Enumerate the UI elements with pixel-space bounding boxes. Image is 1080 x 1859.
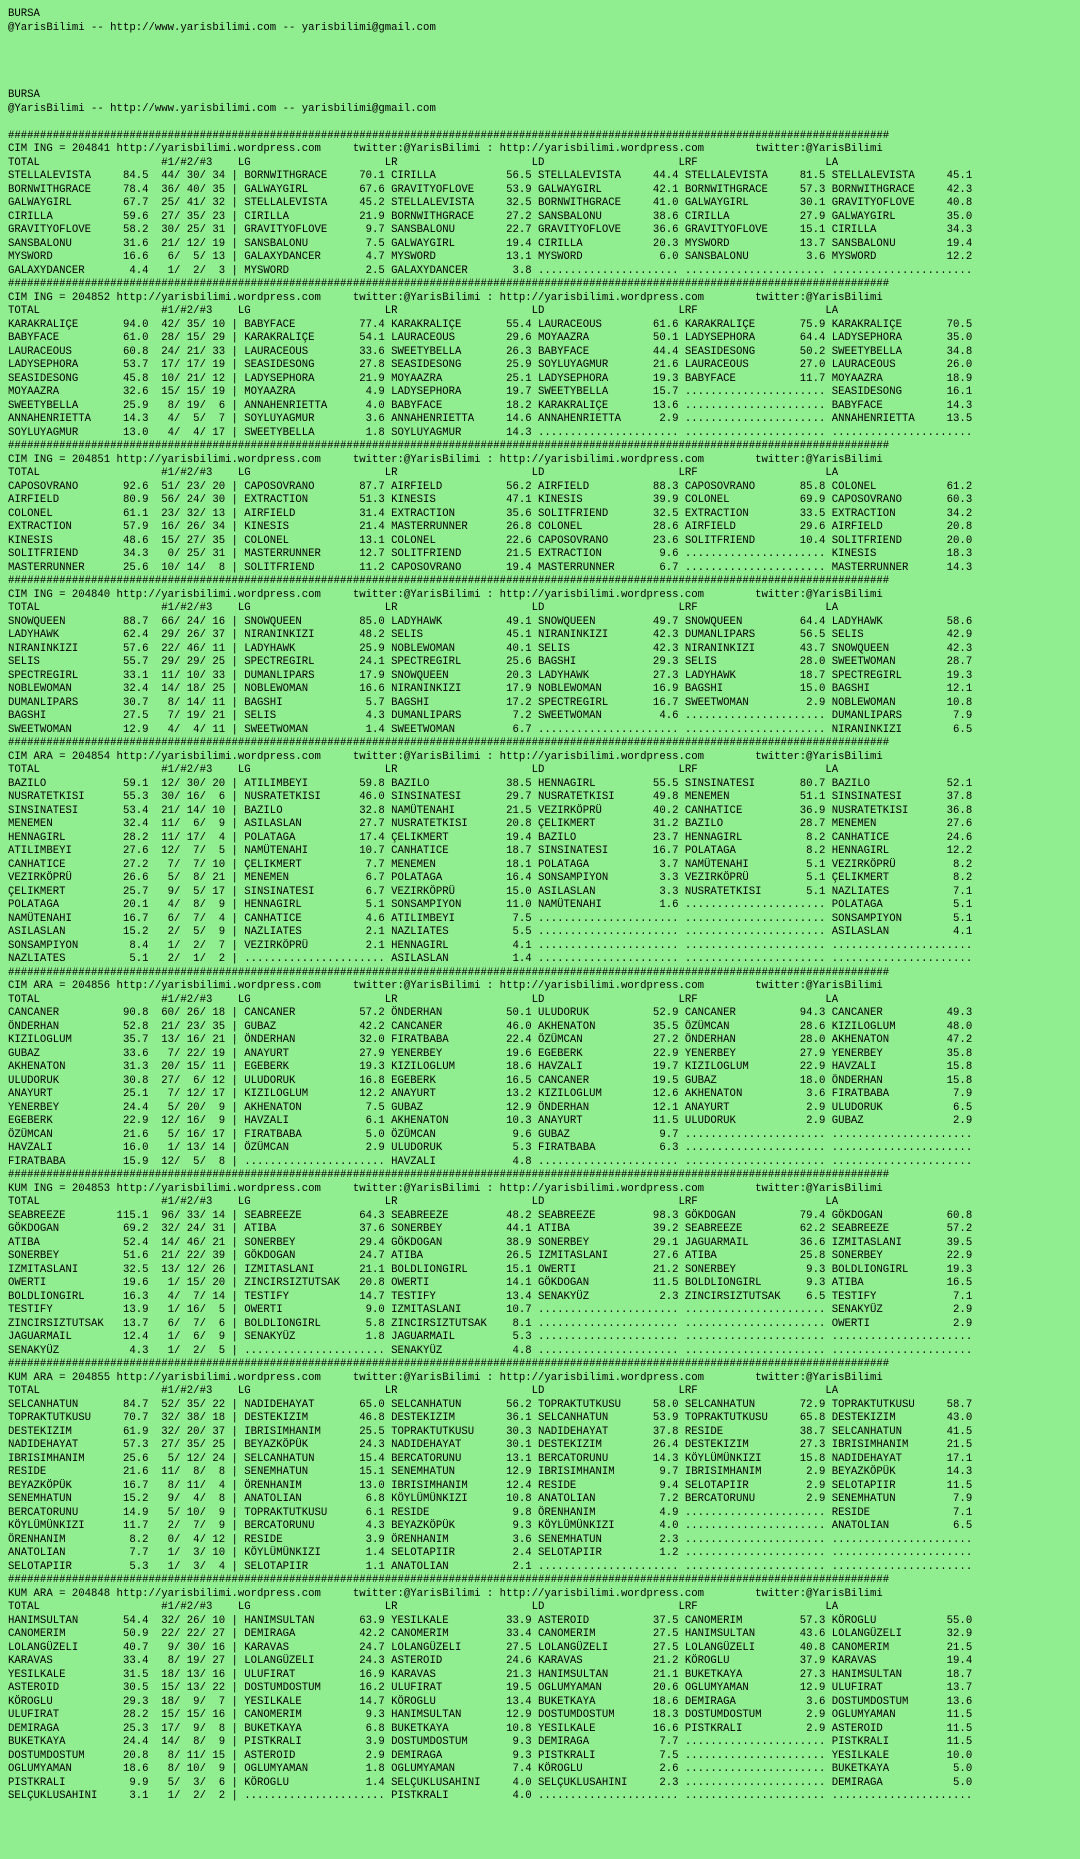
table-row: LADYSEPHORA 53.7 17/ 17/ 19 | SEASIDESONG 27.8 SEASIDESONG 25.9 SOYLUYAGMUR 21.6 LAURACEOUS 27.0 LAURACEOUS 26.0 bbox=[8, 359, 973, 371]
table-row: NUSRATETKISI 55.3 30/ 16/ 6 | NUSRATETKISI 46.0 SINSINATESI 29.7 NUSRATETKISI 49.8 MENEMEN 51.1 SINSINATESI 37.8 bbox=[8, 791, 973, 803]
table-row: STELLALEVISTA 84.5 44/ 30/ 34 | BORNWITHGRACE 70.1 CIRILLA 56.5 STELLALEVISTA 44.4 STELLALEVISTA 81.5 STELLALEVISTA 45.1 bbox=[8, 170, 973, 182]
spacer bbox=[8, 62, 1080, 89]
table-row: ÖRENHANIM 8.2 0/ 4/ 12 | RESIDE 3.9 ÖRENHANIM 3.6 SENEMHATUN 2.3 ...................... ...................... bbox=[8, 1533, 973, 1546]
race-section bbox=[8, 1358, 1080, 1574]
race-section bbox=[8, 1574, 1080, 1804]
city-line: BURSA bbox=[8, 8, 40, 20]
section-divider: ########################################################################################################################################## bbox=[8, 1169, 890, 1181]
race-header: KUM ING = 204853 http://yarisbilimi.wordpress.com twitter:@YarisBilimi : http://yarisbilimi.wordpress.com twitter:@YarisBilimi bbox=[8, 1182, 883, 1195]
table-row: BOLDLIONGIRL 16.3 4/ 7/ 14 | TESTIFY 14.7 TESTIFY 13.4 SENAKYÜZ 2.3 ZINCIRSIZTUTSAK 6.5 TESTIFY 7.1 bbox=[8, 1290, 973, 1303]
table-row: ÖZÜMCAN 21.6 5/ 16/ 17 | FIRATBABA 5.0 ÖZÜMCAN 9.6 GUBAZ 9.7 ...................... ...................... bbox=[8, 1128, 973, 1141]
section-divider: ########################################################################################################################################## bbox=[8, 737, 890, 749]
table-row: HAVZALI 16.0 1/ 13/ 14 | ÖZÜMCAN 2.9 ULUDORUK 5.3 FIRATBABA 6.3 ...................... ...................... bbox=[8, 1142, 973, 1154]
column-headers: TOTAL #1/#2/#3 LG LR LD LRF LA bbox=[8, 1196, 839, 1208]
table-row: SELÇUKLUSAHINI 3.1 1/ 2/ 2 | ...................... PISTKRALI 4.0 ...................... ...................... ...................... bbox=[8, 1790, 973, 1802]
table-row: EXTRACTION 57.9 16/ 26/ 34 | KINESIS 21.4 MASTERRUNNER 26.8 COLONEL 28.6 AIRFIELD 29.6 AIRFIELD 20.8 bbox=[8, 521, 973, 533]
table-row: SNOWQUEEN 88.7 66/ 24/ 16 | SNOWQUEEN 85.0 LADYHAWK 49.1 SNOWQUEEN 49.7 SNOWQUEEN 64.4 LADYHAWK 58.6 bbox=[8, 615, 973, 628]
table-row: OGLUMYAMAN 18.6 8/ 10/ 9 | OGLUMYAMAN 1.8 OGLUMYAMAN 7.4 KÖROGLU 2.6 ...................... BUKETKAYA 5.0 bbox=[8, 1763, 973, 1775]
city-line: BURSA bbox=[8, 89, 40, 101]
table-row: CANCANER 90.8 60/ 26/ 18 | CANCANER 57.2 ÖNDERHAN 50.1 ULUDORUK 52.9 CANCANER 94.3 CANCANER 49.3 bbox=[8, 1007, 973, 1019]
table-row: SOYLUYAGMUR 13.0 4/ 4/ 17 | SWEETYBELLA 1.8 SOYLUYAGMUR 14.3 ...................... ...................... ...................... bbox=[8, 426, 973, 439]
table-row: SONERBEY 51.6 21/ 22/ 39 | GÖKDOGAN 24.7 ATIBA 26.5 IZMITASLANI 27.6 ATIBA 25.8 SONERBEY 22.9 bbox=[8, 1250, 973, 1262]
table-row: BAGSHI 27.5 7/ 19/ 21 | SELIS 4.3 DUMANLIPARS 7.2 SWEETWOMAN 4.6 ...................... DUMANLIPARS 7.9 bbox=[8, 710, 973, 722]
column-headers: TOTAL #1/#2/#3 LG LR LD LRF LA bbox=[8, 156, 839, 169]
table-row: AIRFIELD 80.9 56/ 24/ 30 | EXTRACTION 51.3 KINESIS 47.1 KINESIS 39.9 COLONEL 69.9 CAPOSOVRANO 60.3 bbox=[8, 494, 973, 506]
table-row: GÖKDOGAN 69.2 32/ 24/ 31 | ATIBA 37.6 SONERBEY 44.1 ATIBA 39.2 SEABREEZE 62.2 SEABREEZE 57.2 bbox=[8, 1223, 973, 1235]
race-header: CIM ARA = 204854 http://yarisbilimi.wordpress.com twitter:@YarisBilimi : http://yarisbilimi.wordpress.com twitter:@YarisBilimi bbox=[8, 750, 883, 763]
table-row: ATILIMBEYI 27.6 12/ 7/ 5 | NAMÜTENAHI 10.7 CANHATICE 18.7 SINSINATESI 16.7 POLATAGA 8.2 HENNAGIRL 12.2 bbox=[8, 845, 973, 857]
table-row: GALWAYGIRL 67.7 25/ 41/ 32 | STELLALEVISTA 45.2 STELLALEVISTA 32.5 BORNWITHGRACE 41.0 GALWAYGIRL 30.1 GRAVITYOFLOVE 40.8 bbox=[8, 197, 973, 209]
column-headers: TOTAL #1/#2/#3 LG LR LD LRF LA bbox=[8, 764, 839, 776]
table-row: SWEETWOMAN 12.9 4/ 4/ 11 | SWEETWOMAN 1.4 SWEETWOMAN 6.7 ...................... ...................... NIRANINKIZI 6.5 bbox=[8, 723, 973, 736]
table-row: DUMANLIPARS 30.7 8/ 14/ 11 | BAGSHI 5.7 BAGSHI 17.2 SPECTREGIRL 16.7 SWEETWOMAN 2.9 NOBLEWOMAN 10.8 bbox=[8, 696, 973, 709]
table-row: KARAVAS 33.4 8/ 19/ 27 | LOLANGÜZELI 24.3 ASTEROID 24.6 KARAVAS 21.2 KÖROGLU 37.9 KARAVAS 19.4 bbox=[8, 1655, 973, 1667]
section-divider: ########################################################################################################################################## bbox=[8, 278, 890, 290]
table-row: JAGUARMAIL 12.4 1/ 6/ 9 | SENAKYÜZ 1.8 JAGUARMAIL 5.3 ...................... ...................... ...................... bbox=[8, 1331, 973, 1343]
table-row: ULUFIRAT 28.2 15/ 15/ 16 | CANOMERIM 9.3 HANIMSULTAN 12.9 DOSTUMDOSTUM 18.3 DOSTUMDOSTUM 2.9 OGLUMYAMAN 11.5 bbox=[8, 1709, 973, 1721]
table-row: POLATAGA 20.1 4/ 8/ 9 | HENNAGIRL 5.1 SONSAMPIYON 11.0 NAMÜTENAHI 1.6 ...................... POLATAGA 5.1 bbox=[8, 899, 973, 911]
table-row: NOBLEWOMAN 32.4 14/ 18/ 25 | NOBLEWOMAN 16.6 NIRANINKIZI 17.9 NOBLEWOMAN 16.9 BAGSHI 15.0 BAGSHI 12.1 bbox=[8, 683, 973, 695]
table-row: BABYFACE 61.0 28/ 15/ 29 | KARAKRALIÇE 54.1 LAURACEOUS 29.6 MOYAAZRA 50.1 LADYSEPHORA 64.4 LADYSEPHORA 35.0 bbox=[8, 332, 973, 344]
table-row: ANAYURT 25.1 7/ 12/ 17 | KIZILOGLUM 12.2 ANAYURT 13.2 KIZILOGLUM 12.6 AKHENATON 3.6 FIRATBABA 7.9 bbox=[8, 1088, 973, 1100]
table-row: SEASIDESONG 45.8 10/ 21/ 12 | LADYSEPHORA 21.9 MOYAAZRA 25.1 LADYSEPHORA 19.3 BABYFACE 11.7 MOYAAZRA 18.9 bbox=[8, 372, 973, 385]
race-section bbox=[8, 967, 1080, 1170]
table-row: NAZLIATES 5.1 2/ 1/ 2 | ...................... ASILASLAN 1.4 ...................... ...................... ...................... bbox=[8, 953, 973, 965]
table-row: VEZIRKÖPRÜ 26.6 5/ 8/ 21 | MENEMEN 6.7 POLATAGA 16.4 SONSAMPIYON 3.3 VEZIRKÖPRÜ 5.1 ÇELIKMERT 8.2 bbox=[8, 872, 973, 884]
table-row: SANSBALONU 31.6 21/ 12/ 19 | SANSBALONU 7.5 GALWAYGIRL 19.4 CIRILLA 20.3 MYSWORD 13.7 SANSBALONU 19.4 bbox=[8, 237, 973, 250]
race-header: CIM ING = 204852 http://yarisbilimi.wordpress.com twitter:@YarisBilimi : http://yarisbilimi.wordpress.com twitter:@YarisBilimi bbox=[8, 291, 883, 304]
table-row: KÖYLÜMÜNKIZI 11.7 2/ 7/ 9 | BERCATORUNU 4.3 BEYAZKÖPÜK 9.3 KÖYLÜMÜNKIZI 4.0 ...................... ANATOLIAN 6.5 bbox=[8, 1520, 973, 1532]
table-row: BORNWITHGRACE 78.4 36/ 40/ 35 | GALWAYGIRL 67.6 GRAVITYOFLOVE 53.9 GALWAYGIRL 42.1 BORNWITHGRACE 57.3 BORNWITHGRACE 42.3 bbox=[8, 183, 973, 196]
table-row: HENNAGIRL 28.2 11/ 17/ 4 | POLATAGA 17.4 ÇELIKMERT 19.4 BAZILO 23.7 HENNAGIRL 8.2 CANHATICE 24.6 bbox=[8, 831, 973, 844]
section-divider: ########################################################################################################################################## bbox=[8, 1574, 890, 1586]
table-row: NAMÜTENAHI 16.7 6/ 7/ 4 | CANHATICE 4.6 ATILIMBEYI 7.5 ...................... ...................... SONSAMPIYON 5.1 bbox=[8, 912, 973, 925]
table-row: LOLANGÜZELI 40.7 9/ 30/ 16 | KARAVAS 24.7 LOLANGÜZELI 27.5 LOLANGÜZELI 27.5 LOLANGÜZELI 40.8 CANOMERIM 21.5 bbox=[8, 1641, 973, 1654]
table-row: SONSAMPIYON 8.4 1/ 2/ 7 | VEZIRKÖPRÜ 2.1 HENNAGIRL 4.1 ...................... ...................... ...................... bbox=[8, 939, 973, 952]
table-row: TESTIFY 13.9 1/ 16/ 5 | OWERTI 9.0 IZMITASLANI 10.7 ...................... ...................... SENAKYÜZ 2.9 bbox=[8, 1304, 973, 1316]
table-row: GUBAZ 33.6 7/ 22/ 19 | ANAYURT 27.9 YENERBEY 19.6 EGEBERK 22.9 YENERBEY 27.9 YENERBEY 35.8 bbox=[8, 1047, 973, 1060]
race-section bbox=[8, 1169, 1080, 1358]
table-row: FIRATBABA 15.9 12/ 5/ 8 | ...................... HAVZALI 4.8 ...................... ...................... ...................... bbox=[8, 1155, 973, 1168]
table-row: DEMIRAGA 25.3 17/ 9/ 8 | BUKETKAYA 6.8 BUKETKAYA 10.8 YESILKALE 16.6 PISTKRALI 2.9 ASTEROID 11.5 bbox=[8, 1722, 973, 1735]
race-header: KUM ARA = 204848 http://yarisbilimi.wordpress.com twitter:@YarisBilimi : http://yarisbilimi.wordpress.com twitter:@YarisBilimi bbox=[8, 1587, 883, 1600]
table-row: SELIS 55.7 29/ 29/ 25 | SPECTREGIRL 24.1 SPECTREGIRL 25.6 BAGSHI 29.3 SELIS 28.0 SWEETWOMAN 28.7 bbox=[8, 656, 973, 668]
table-row: SOLITFRIEND 34.3 0/ 25/ 31 | MASTERRUNNER 12.7 SOLITFRIEND 21.5 EXTRACTION 9.6 ...................... KINESIS 18.3 bbox=[8, 548, 973, 560]
contact-line: @YarisBilimi -- http://www.yarisbilimi.com -- yarisbilimi@gmail.com bbox=[8, 21, 436, 34]
table-row: ASILASLAN 15.2 2/ 5/ 9 | NAZLIATES 2.1 NAZLIATES 5.5 ...................... ...................... ASILASLAN 4.1 bbox=[8, 926, 973, 938]
table-row: ATIBA 52.4 14/ 46/ 21 | SONERBEY 29.4 GÖKDOGAN 38.9 SONERBEY 29.1 JAGUARMAIL 36.6 IZMITASLANI 39.5 bbox=[8, 1236, 973, 1249]
column-headers: TOTAL #1/#2/#3 LG LR LD LRF LA bbox=[8, 1601, 839, 1613]
section-divider: ########################################################################################################################################## bbox=[8, 129, 890, 142]
table-row: SELOTAPIIR 5.3 1/ 3/ 4 | SELOTAPIIR 1.1 ANATOLIAN 2.1 ...................... ...................... ...................... bbox=[8, 1560, 973, 1573]
table-row: ÇELIKMERT 25.7 9/ 5/ 17 | SINSINATESI 6.7 VEZIRKÖPRÜ 15.0 ASILASLAN 3.3 NUSRATETKISI 5.1 NAZLIATES 7.1 bbox=[8, 885, 973, 898]
table-row: DOSTUMDOSTUM 20.8 8/ 11/ 15 | ASTEROID 2.9 DEMIRAGA 9.3 PISTKRALI 7.5 ...................... YESILKALE 10.0 bbox=[8, 1749, 973, 1762]
table-row: MENEMEN 32.4 11/ 6/ 9 | ASILASLAN 27.7 NUSRATETKISI 20.8 ÇELIKMERT 31.2 BAZILO 28.7 MENEMEN 27.6 bbox=[8, 818, 973, 830]
table-row: ANNAHENRIETTA 14.3 4/ 5/ 7 | SOYLUYAGMUR 3.6 ANNAHENRIETTA 14.6 ANNAHENRIETTA 2.9 ...................... ANNAHENRIETTA 13.5 bbox=[8, 413, 973, 425]
table-row: LADYHAWK 62.4 29/ 26/ 37 | NIRANINKIZI 48.2 SELIS 45.1 NIRANINKIZI 42.3 DUMANLIPARS 56.5 SELIS 42.9 bbox=[8, 629, 973, 641]
table-row: MASTERRUNNER 25.6 10/ 14/ 8 | SOLITFRIEND 11.2 CAPOSOVRANO 19.4 MASTERRUNNER 6.7 ...................... MASTERRUNNER 14.3 bbox=[8, 561, 973, 574]
table-row: OWERTI 19.6 1/ 15/ 20 | ZINCIRSIZTUTSAK 20.8 OWERTI 14.1 GÖKDOGAN 11.5 BOLDLIONGIRL 9.3 ATIBA 16.5 bbox=[8, 1277, 973, 1289]
table-row: KÖROGLU 29.3 18/ 9/ 7 | YESILKALE 14.7 KÖROGLU 13.4 BUKETKAYA 18.6 DEMIRAGA 3.6 DOSTUMDOSTUM 13.6 bbox=[8, 1695, 973, 1708]
table-row: KIZILOGLUM 35.7 13/ 16/ 21 | ÖNDERHAN 32.0 FIRATBABA 22.4 ÖZÜMCAN 27.2 ÖNDERHAN 28.0 AKHENATON 47.2 bbox=[8, 1034, 973, 1046]
section-divider: ########################################################################################################################################## bbox=[8, 575, 890, 587]
race-section bbox=[8, 737, 1080, 967]
table-row: LAURACEOUS 60.8 24/ 21/ 33 | LAURACEOUS 33.6 SWEETYBELLA 26.3 BABYFACE 44.4 SEASIDESONG 50.2 SWEETYBELLA 34.8 bbox=[8, 345, 973, 358]
race-header: CIM ING = 204840 http://yarisbilimi.wordpress.com twitter:@YarisBilimi : http://yarisbilimi.wordpress.com twitter:@YarisBilimi bbox=[8, 588, 883, 601]
table-row: CANHATICE 27.2 7/ 7/ 10 | ÇELIKMERT 7.7 MENEMEN 18.1 POLATAGA 3.7 NAMÜTENAHI 5.1 VEZIRKÖPRÜ 8.2 bbox=[8, 858, 973, 871]
race-section bbox=[8, 278, 1080, 440]
section-divider: ########################################################################################################################################## bbox=[8, 440, 890, 452]
table-row: SWEETYBELLA 25.9 8/ 19/ 6 | ANNAHENRIETTA 4.0 BABYFACE 18.2 KARAKRALIÇE 13.6 ...................... BABYFACE 14.3 bbox=[8, 399, 973, 412]
table-row: ÖNDERHAN 52.8 21/ 23/ 35 | GUBAZ 42.2 CANCANER 46.0 AKHENATON 35.5 ÖZÜMCAN 28.6 KIZILOGLUM 48.0 bbox=[8, 1020, 973, 1033]
table-row: TOPRAKTUTKUSU 70.7 32/ 38/ 18 | DESTEKIZIM 46.8 DESTEKIZIM 36.1 SELCANHATUN 53.9 TOPRAKTUTKUSU 65.8 DESTEKIZIM 43.0 bbox=[8, 1412, 973, 1424]
table-row: MYSWORD 16.6 6/ 5/ 13 | GALAXYDANCER 4.7 MYSWORD 13.1 MYSWORD 6.0 SANSBALONU 3.6 MYSWORD 12.2 bbox=[8, 251, 973, 263]
table-row: YENERBEY 24.4 5/ 20/ 9 | AKHENATON 7.5 GUBAZ 12.9 ÖNDERHAN 12.1 ANAYURT 2.9 ULUDORUK 6.5 bbox=[8, 1101, 973, 1114]
table-row: NADIDEHAYAT 57.3 27/ 35/ 25 | BEYAZKÖPÜK 24.3 NADIDEHAYAT 30.1 DESTEKIZIM 26.4 DESTEKIZIM 27.3 IBRISIMHANIM 21.5 bbox=[8, 1439, 973, 1451]
column-headers: TOTAL #1/#2/#3 LG LR LD LRF LA bbox=[8, 602, 839, 614]
table-row: COLONEL 61.1 23/ 32/ 13 | AIRFIELD 31.4 EXTRACTION 35.6 SOLITFRIEND 32.5 EXTRACTION 33.5 EXTRACTION 34.2 bbox=[8, 507, 973, 520]
table-row: BAZILO 59.1 12/ 30/ 20 | ATILIMBEYI 59.8 BAZILO 38.5 HENNAGIRL 55.5 SINSINATESI 80.7 BAZILO 52.1 bbox=[8, 777, 973, 790]
table-row: IZMITASLANI 32.5 13/ 12/ 26 | IZMITASLANI 21.1 BOLDLIONGIRL 15.1 OWERTI 21.2 SONERBEY 9.3 BOLDLIONGIRL 19.3 bbox=[8, 1263, 973, 1276]
race-header: KUM ARA = 204855 http://yarisbilimi.wordpress.com twitter:@YarisBilimi : http://yarisbilimi.wordpress.com twitter:@YarisBilimi bbox=[8, 1371, 883, 1384]
race-sections bbox=[8, 130, 1080, 1804]
table-row: BERCATORUNU 14.9 5/ 10/ 9 | TOPRAKTUTKUSU 6.1 RESIDE 9.8 ÖRENHANIM 4.9 ...................... RESIDE 7.1 bbox=[8, 1506, 973, 1519]
column-headers: TOTAL #1/#2/#3 LG LR LD LRF LA bbox=[8, 993, 839, 1006]
table-row: ULUDORUK 30.8 27/ 6/ 12 | ULUDORUK 16.8 EGEBERK 16.5 CANCANER 19.5 GUBAZ 18.0 ÖNDERHAN 15.8 bbox=[8, 1074, 973, 1087]
table-row: SENEMHATUN 15.2 9/ 4/ 8 | ANATOLIAN 6.8 KÖYLÜMÜNKIZI 10.8 ANATOLIAN 7.2 BERCATORUNU 2.9 SENEMHATUN 7.9 bbox=[8, 1493, 973, 1505]
race-header: CIM ING = 204851 http://yarisbilimi.wordpress.com twitter:@YarisBilimi : http://yarisbilimi.wordpress.com twitter:@YarisBilimi bbox=[8, 453, 883, 466]
table-row: GRAVITYOFLOVE 58.2 30/ 25/ 31 | GRAVITYOFLOVE 9.7 SANSBALONU 22.7 GRAVITYOFLOVE 36.6 GRAVITYOFLOVE 15.1 CIRILLA 34.3 bbox=[8, 224, 973, 236]
table-row: KARAKRALIÇE 94.0 42/ 35/ 10 | BABYFACE 77.4 KARAKRALIÇE 55.4 LAURACEOUS 61.6 KARAKRALIÇE 75.9 KARAKRALIÇE 70.5 bbox=[8, 318, 973, 331]
table-row: IBRISIMHANIM 25.6 5/ 12/ 24 | SELCANHATUN 15.4 BERCATORUNU 13.1 BERCATORUNU 14.3 KÖYLÜMÜNKIZI 15.8 NADIDEHAYAT 17.1 bbox=[8, 1452, 973, 1465]
table-row: ZINCIRSIZTUTSAK 13.7 6/ 7/ 6 | BOLDLIONGIRL 5.8 ZINCIRSIZTUTSAK 8.1 ...................... ...................... OWERTI 2.9 bbox=[8, 1317, 973, 1330]
column-headers: TOTAL #1/#2/#3 LG LR LD LRF LA bbox=[8, 1385, 839, 1397]
table-row: SPECTREGIRL 33.1 11/ 10/ 33 | DUMANLIPARS 17.9 SNOWQUEEN 20.3 LADYHAWK 27.3 LADYHAWK 18.7 SPECTREGIRL 19.3 bbox=[8, 669, 973, 682]
table-row: CANOMERIM 50.9 22/ 22/ 27 | DEMIRAGA 42.2 CANOMERIM 33.4 CANOMERIM 27.5 HANIMSULTAN 43.6 LOLANGÜZELI 32.9 bbox=[8, 1628, 973, 1640]
table-row: SELCANHATUN 84.7 52/ 35/ 22 | NADIDEHAYAT 65.0 SELCANHATUN 56.2 TOPRAKTUTKUSU 58.0 SELCANHATUN 72.9 TOPRAKTUTKUSU 58.7 bbox=[8, 1398, 973, 1411]
table-row: CIRILLA 59.6 27/ 35/ 23 | CIRILLA 21.9 BORNWITHGRACE 27.2 SANSBALONU 38.6 CIRILLA 27.9 GALWAYGIRL 35.0 bbox=[8, 210, 973, 223]
spacer bbox=[8, 35, 1080, 62]
table-row: AKHENATON 31.3 20/ 15/ 11 | EGEBERK 19.3 KIZILOGLUM 18.6 HAVZALI 19.7 KIZILOGLUM 22.9 HAVZALI 15.8 bbox=[8, 1061, 973, 1073]
table-row: RESIDE 21.6 11/ 8/ 8 | SENEMHATUN 15.1 SENEMHATUN 12.9 IBRISIMHANIM 9.7 IBRISIMHANIM 2.9 BEYAZKÖPÜK 14.3 bbox=[8, 1466, 973, 1478]
table-row: BUKETKAYA 24.4 14/ 8/ 9 | PISTKRALI 3.9 DOSTUMDOSTUM 9.3 DEMIRAGA 7.7 ...................... PISTKRALI 11.5 bbox=[8, 1736, 973, 1748]
table-row: BEYAZKÖPÜK 16.7 8/ 11/ 4 | ÖRENHANIM 13.0 IBRISIMHANIM 12.4 RESIDE 9.4 SELOTAPIIR 2.9 SELOTAPIIR 11.5 bbox=[8, 1479, 973, 1492]
column-headers: TOTAL #1/#2/#3 LG LR LD LRF LA bbox=[8, 305, 839, 317]
table-row: ANATOLIAN 7.7 1/ 3/ 10 | KÖYLÜMÜNKIZI 1.4 SELOTAPIIR 2.4 SELOTAPIIR 1.2 ...................... ...................... bbox=[8, 1547, 973, 1559]
column-headers: TOTAL #1/#2/#3 LG LR LD LRF LA bbox=[8, 467, 839, 479]
table-row: SINSINATESI 53.4 21/ 14/ 10 | BAZILO 32.8 NAMÜTENAHI 21.5 VEZIRKÖPRÜ 40.2 CANHATICE 36.9 NUSRATETKISI 36.8 bbox=[8, 804, 973, 817]
table-row: ASTEROID 30.5 15/ 13/ 22 | DOSTUMDOSTUM 16.2 ULUFIRAT 19.5 OGLUMYAMAN 20.6 OGLUMYAMAN 12.9 ULUFIRAT 13.7 bbox=[8, 1682, 973, 1694]
race-section bbox=[8, 130, 1080, 279]
table-row: KINESIS 48.6 15/ 27/ 35 | COLONEL 13.1 COLONEL 22.6 CAPOSOVRANO 23.6 SOLITFRIEND 10.4 SOLITFRIEND 20.0 bbox=[8, 534, 973, 547]
race-section bbox=[8, 575, 1080, 737]
section-divider: ########################################################################################################################################## bbox=[8, 966, 890, 979]
table-row: SEABREEZE 115.1 96/ 33/ 14 | SEABREEZE 64.3 SEABREEZE 48.2 SEABREEZE 98.3 GÖKDOGAN 79.4 GÖKDOGAN 60.8 bbox=[8, 1209, 973, 1222]
blank-line bbox=[8, 116, 1080, 130]
table-row: CAPOSOVRANO 92.6 51/ 23/ 20 | CAPOSOVRANO 87.7 AIRFIELD 56.2 AIRFIELD 88.3 CAPOSOVRANO 85.8 COLONEL 61.2 bbox=[8, 480, 973, 493]
section-divider: ########################################################################################################################################## bbox=[8, 1358, 890, 1370]
table-row: EGEBERK 22.9 12/ 16/ 9 | HAVZALI 6.1 AKHENATON 10.3 ANAYURT 11.5 ULUDORUK 2.9 GUBAZ 2.9 bbox=[8, 1115, 973, 1127]
table-row: NIRANINKIZI 57.6 22/ 46/ 11 | LADYHAWK 25.9 NOBLEWOMAN 40.1 SELIS 42.3 NIRANINKIZI 43.7 SNOWQUEEN 42.3 bbox=[8, 642, 973, 655]
race-header: CIM ING = 204841 http://yarisbilimi.wordpress.com twitter:@YarisBilimi : http://yarisbilimi.wordpress.com twitter:@YarisBilimi bbox=[8, 143, 883, 155]
table-row: YESILKALE 31.5 18/ 13/ 16 | ULUFIRAT 16.9 KARAVAS 21.3 HANIMSULTAN 21.1 BUKETKAYA 27.3 HANIMSULTAN 18.7 bbox=[8, 1668, 973, 1681]
race-section bbox=[8, 440, 1080, 575]
table-row: SENAKYÜZ 4.3 1/ 2/ 5 | ...................... SENAKYÜZ 4.8 ...................... ...................... ...................... bbox=[8, 1344, 973, 1357]
table-row: GALAXYDANCER 4.4 1/ 2/ 3 | MYSWORD 2.5 GALAXYDANCER 3.8 ...................... ...................... ...................... bbox=[8, 264, 973, 277]
contact-line: @YarisBilimi -- http://www.yarisbilimi.com -- yarisbilimi@gmail.com bbox=[8, 102, 436, 115]
race-header: CIM ARA = 204856 http://yarisbilimi.wordpress.com twitter:@YarisBilimi : http://yarisbilimi.wordpress.com twitter:@YarisBilimi bbox=[8, 980, 883, 992]
table-row: DESTEKIZIM 61.9 32/ 20/ 37 | IBRISIMHANIM 25.5 TOPRAKTUTKUSU 30.3 NADIDEHAYAT 37.8 RESIDE 38.7 SELCANHATUN 41.5 bbox=[8, 1425, 973, 1438]
table-row: MOYAAZRA 32.6 15/ 15/ 19 | MOYAAZRA 4.9 LADYSEPHORA 19.7 SWEETYBELLA 15.7 ...................... SEASIDESONG 16.1 bbox=[8, 386, 973, 398]
table-row: PISTKRALI 9.9 5/ 3/ 6 | KÖROGLU 1.4 SELÇUKLUSAHINI 4.0 SELÇUKLUSAHINI 2.3 ...................... DEMIRAGA 5.0 bbox=[8, 1776, 973, 1789]
table-row: HANIMSULTAN 54.4 32/ 26/ 10 | HANIMSULTAN 63.9 YESILKALE 33.9 ASTEROID 37.5 CANOMERIM 57.3 KÖROGLU 55.0 bbox=[8, 1614, 973, 1627]
